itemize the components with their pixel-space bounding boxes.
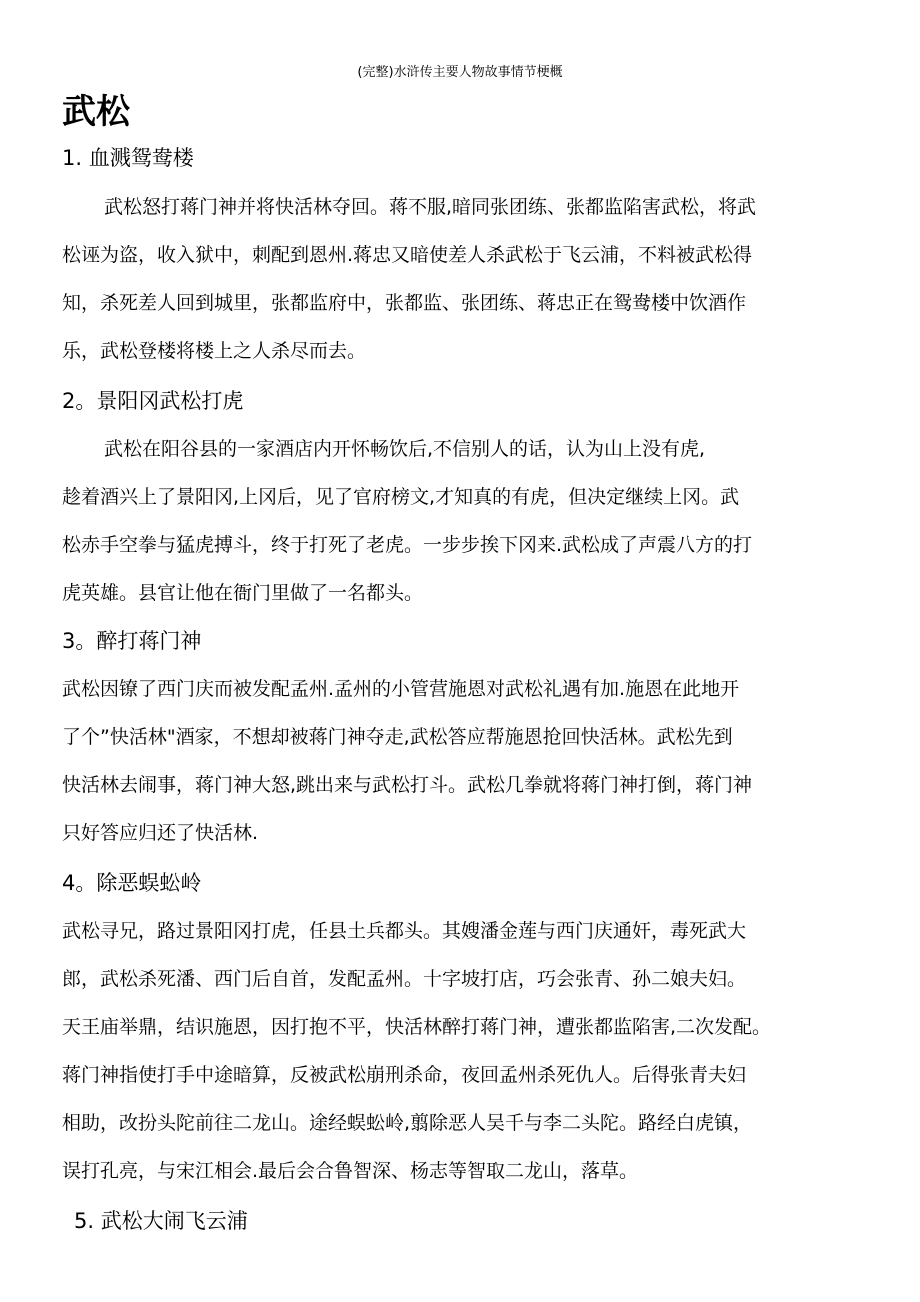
paragraph-line: 知，杀死差人回到城里，张都监府中，张都监、张团练、蒋忠正在鸳鸯楼中饮酒作	[62, 292, 747, 314]
section-heading-2: 2。景阳冈武松打虎	[62, 389, 244, 413]
paragraph-line: 武松在阳谷县的一家酒店内开怀畅饮后,不信别人的话，认为山上没有虎,	[104, 438, 706, 460]
paragraph-line: 相助，改扮头陀前往二龙山。途经蜈蚣岭,翦除恶人吴千与李二头陀。路经白虎镇，	[62, 1112, 753, 1134]
main-title: 武松	[62, 92, 130, 132]
paragraph-line: 蒋门神指使打手中途暗算，反被武松崩刑杀命，夜回孟州杀死仇人。后得张青夫妇	[62, 1064, 747, 1086]
paragraph-line: 郎，武松杀死潘、西门后自首，发配孟州。十字坡打店，巧会张青、孙二娘夫妇。	[62, 968, 747, 990]
paragraph-line: 松赤手空拳与猛虎搏斗，终于打死了老虎。一步步挨下冈来.武松成了声震八方的打	[62, 534, 753, 556]
paragraph-line: 武松因镣了西门庆而被发配孟州.孟州的小管营施恩对武松礼遇有加.施恩在此地开	[62, 678, 740, 700]
section-1-body	[62, 183, 862, 375]
paragraph-line: 了个”快活林"酒家，不想却被蒋门神夺走,武松答应帮施恩抢回快活林。武松先到	[62, 726, 733, 748]
paragraph-line: 趁着酒兴上了景阳冈,上冈后，见了官府榜文,才知真的有虎，但决定继续上冈。武	[62, 486, 740, 508]
paragraph-line: 虎英雄。县官让他在衙门里做了一名都头。	[62, 582, 424, 604]
paragraph-line: 误打孔亮，与宋江相会.最后会合鲁智深、杨志等智取二龙山，落草。	[62, 1160, 639, 1182]
paragraph-line: 松诬为盗，收入狱中，刺配到恩州.蒋忠又暗使差人杀武松于飞云浦，不料被武松得	[62, 244, 753, 266]
paragraph-line: 只好答应归还了快活林.	[62, 822, 259, 844]
section-2-body	[62, 425, 862, 617]
section-heading-5: 5. 武松大闹飞云浦	[74, 1209, 248, 1233]
section-heading-1: 1. 血溅鸳鸯楼	[62, 146, 194, 170]
paragraph-line: 天王庙举鼎，结识施恩，因打抱不平，快活林醉打蒋门神，遭张都监陷害,二次发配。	[62, 1016, 772, 1038]
section-heading-4: 4。除恶蜈蚣岭	[62, 871, 202, 895]
paragraph-line: 武松寻兄，路过景阳冈打虎，任县土兵都头。其嫂潘金莲与西门庆通奸，毒死武大	[62, 920, 747, 942]
paragraph-line: 快活林去闹事，蒋门神大怒,跳出来与武松打斗。武松几拳就将蒋门神打倒，蒋门神	[62, 774, 753, 796]
paragraph-line: 乐，武松登楼将楼上之人杀尽而去。	[62, 340, 367, 362]
section-4-body	[62, 907, 862, 1195]
running-header: (完整)水浒传主要人物故事情节梗概	[357, 65, 563, 80]
section-3-body	[62, 665, 862, 857]
paragraph-line: 武松怒打蒋门神并将快活林夺回。蒋不服,暗同张团练、张都监陷害武松，将武	[104, 196, 757, 218]
section-heading-3: 3。醉打蒋门神	[62, 629, 202, 653]
